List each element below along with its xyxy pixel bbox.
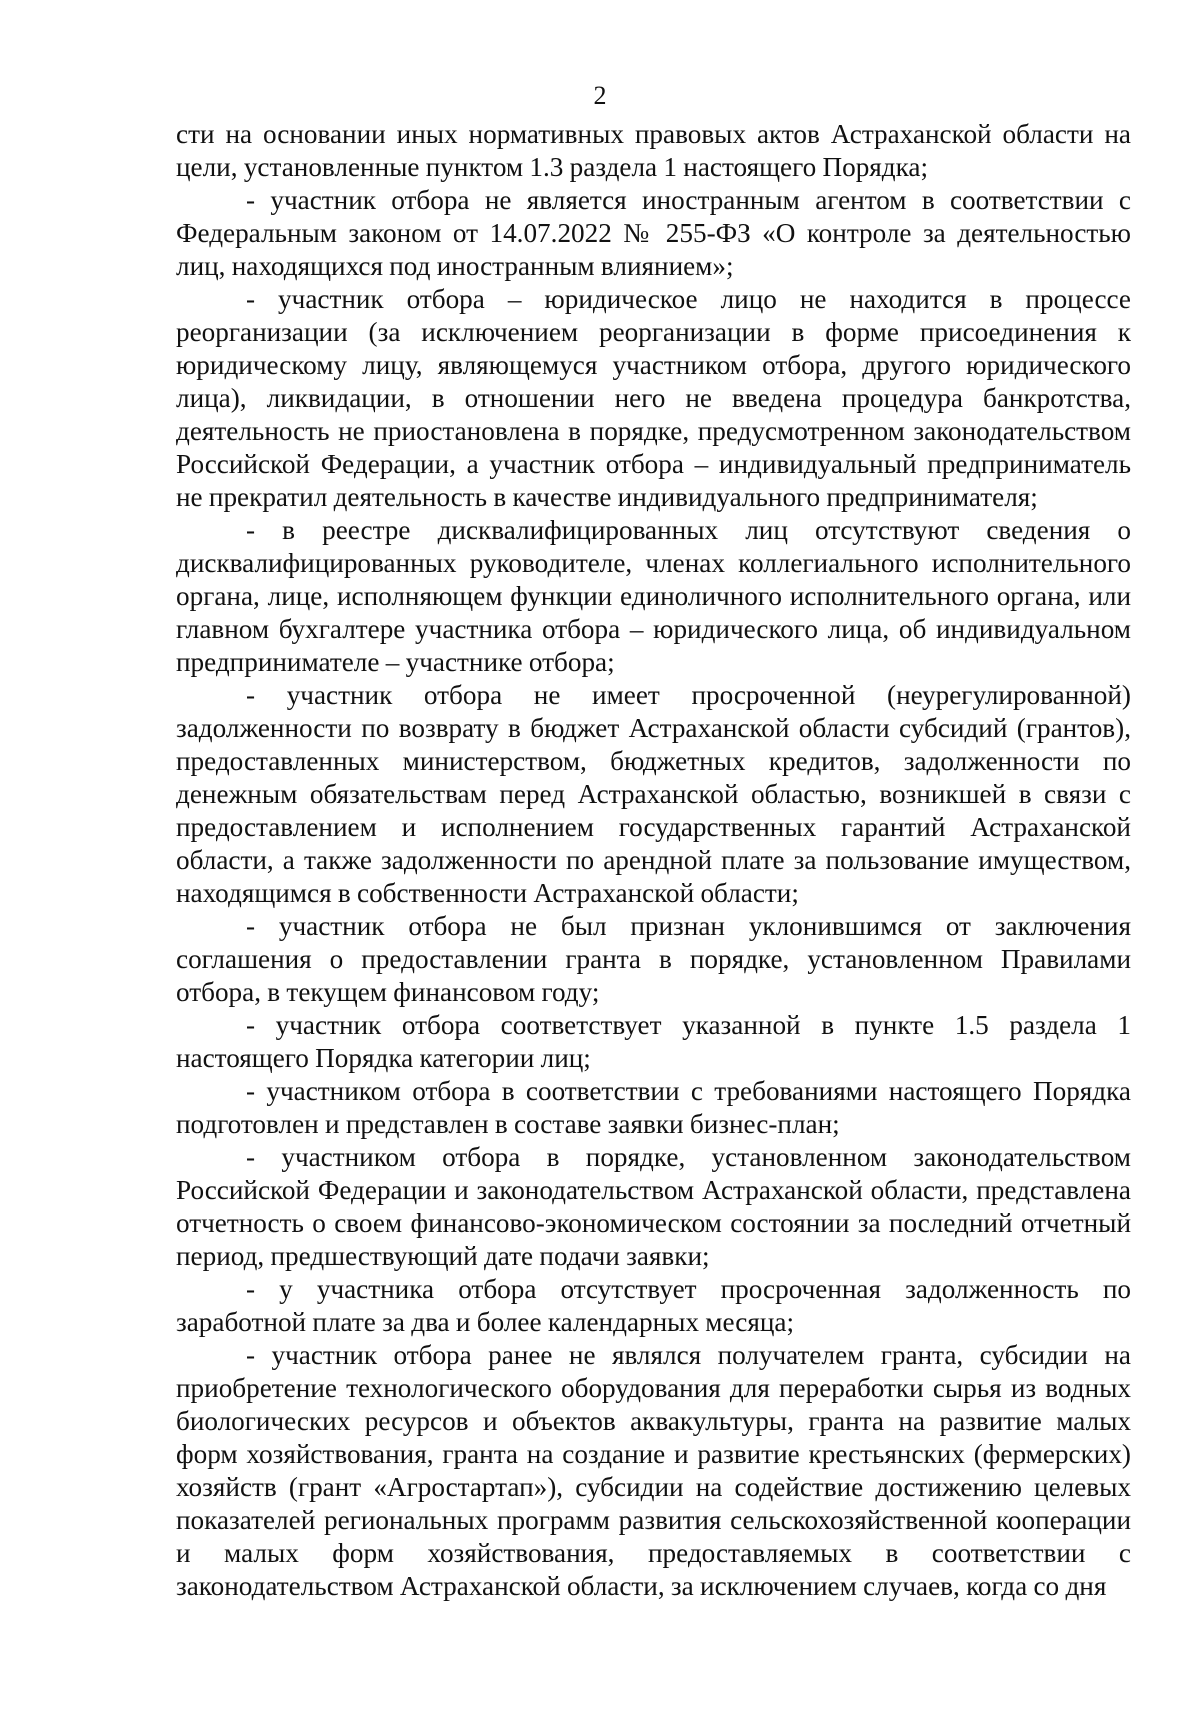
paragraph-wage-arrears: - у участника отбора отсутствует просроченная задолженность по заработной плате за два и более календарных месяца; xyxy=(176,1274,1131,1337)
paragraph-evasion: - участник отбора не был признан уклонившимся от заключения соглашения о предоставлении гранта в порядке, установленном Правилами отбора, в текущем финансовом году; xyxy=(176,911,1131,1007)
document-body xyxy=(176,118,1131,1603)
paragraph-previous-grant: - участник отбора ранее не являлся получателем гранта, субсидии на приобретение технологического оборудования для переработки сырья из водных биологических ресурсов и объектов аквакультуры, гранта на развитие малых форм хозяйствования, гранта на создание и развитие крестьянских (фермерских) хозяйств (грант «Агростартап»), субсидии на содействие достижению целевых показателей региональных программ развития сельскохозяйственной кооперации и малых форм хозяйствования, предоставляемых в соответствии с законодательством Астраханской области, за исключением случаев, когда со дня xyxy=(176,1340,1131,1601)
paragraph-foreign-agent: - участник отбора не является иностранным агентом в соответствии с Федеральным законом от 14.07.2022 № 255-ФЗ «О контроле за деятельностью лиц, находящихся под иностранным влиянием»; xyxy=(176,185,1131,281)
paragraph-continuation: сти на основании иных нормативных правовых актов Астраханской области на цели, установленные пунктом 1.3 раздела 1 настоящего Порядка; xyxy=(176,119,1131,182)
paragraph-reporting: - участником отбора в порядке, установленном законодательством Российской Федерации и законодательством Астраханской области, представлена отчетность о своем финансово-экономическом состоянии за последний отчетный период, предшествующий дате подачи заявки; xyxy=(176,1142,1131,1271)
paragraph-disqualified-persons: - в реестре дисквалифицированных лиц отсутствуют сведения о дисквалифицированных руководителе, членах коллегиального исполнительного органа, лице, исполняющем функции единоличного исполнительного органа, или главном бухгалтере участника отбора – юридического лица, об индивидуальном предпринимателе – участнике отбора; xyxy=(176,515,1131,677)
paragraph-overdue-debt: - участник отбора не имеет просроченной (неурегулированной) задолженности по возврату в бюджет Астраханской области субсидий (грантов), предоставленных министерством, бюджетных кредитов, задолженности по денежным обязательствам перед Астраханской областью, возникшей в связи с предоставлением и исполнением государственных гарантий Астраханской области, а также задолженности по арендной плате за пользование имуществом, находящимся в собственности Астраханской области; xyxy=(176,680,1131,908)
paragraph-business-plan: - участником отбора в соответствии с требованиями настоящего Порядка подготовлен и представлен в составе заявки бизнес-план; xyxy=(176,1076,1131,1139)
page-number: 2 xyxy=(593,81,607,110)
paragraph-category: - участник отбора соответствует указанной в пункте 1.5 раздела 1 настоящего Порядка категории лиц; xyxy=(176,1010,1131,1073)
paragraph-reorganization: - участник отбора – юридическое лицо не находится в процессе реорганизации (за исключением реорганизации в форме присоединения к юридическому лицу, являющемуся участником отбора, другого юридического лица), ликвидации, в отношении него не введена процедура банкротства, деятельность не приостановлена в порядке, предусмотренном законодательством Российской Федерации, а участник отбора – индивидуальный предприниматель не прекратил деятельность в качестве индивидуального предпринимателя; xyxy=(176,284,1131,512)
